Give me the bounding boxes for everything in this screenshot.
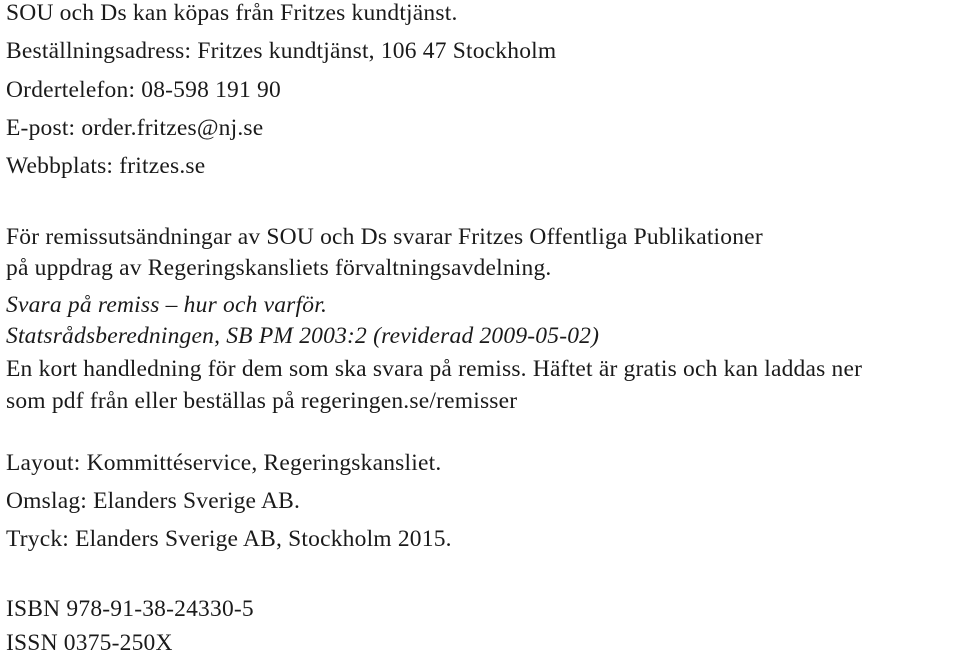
isbn-line: ISBN 978-91-38-24330-5: [6, 596, 254, 622]
remiss-info-line-2: på uppdrag av Regeringskansliets förvaltningsavdelning.: [6, 255, 552, 281]
sales-info-line: SOU och Ds kan köpas från Fritzes kundtjänst.: [6, 0, 458, 26]
remiss-guide-description-2: som pdf från eller beställas på regeringen.se/remisser: [6, 388, 518, 414]
order-address-line: Beställningsadress: Fritzes kundtjänst, 106 47 Stockholm: [6, 38, 557, 64]
website-line: Webbplats: fritzes.se: [6, 153, 206, 179]
layout-credit: Layout: Kommittéservice, Regeringskansliet.: [6, 450, 442, 476]
order-email-line: E-post: order.fritzes@nj.se: [6, 115, 264, 141]
issn-line: ISSN 0375-250X: [6, 630, 173, 656]
remiss-info-line-1: För remissutsändningar av SOU och Ds svarar Fritzes Offentliga Publikationer: [6, 224, 763, 250]
remiss-guide-reference: Statsrådsberedningen, SB PM 2003:2 (reviderad 2009-05-02): [6, 323, 600, 349]
remiss-guide-title: Svara på remiss – hur och varför.: [6, 292, 328, 318]
order-phone-line: Ordertelefon: 08-598 191 90: [6, 77, 281, 103]
print-credit: Tryck: Elanders Sverige AB, Stockholm 2015.: [6, 526, 452, 552]
cover-credit: Omslag: Elanders Sverige AB.: [6, 488, 301, 514]
remiss-guide-description-1: En kort handledning för dem som ska svara på remiss. Häftet är gratis och kan laddas ner: [6, 356, 863, 382]
